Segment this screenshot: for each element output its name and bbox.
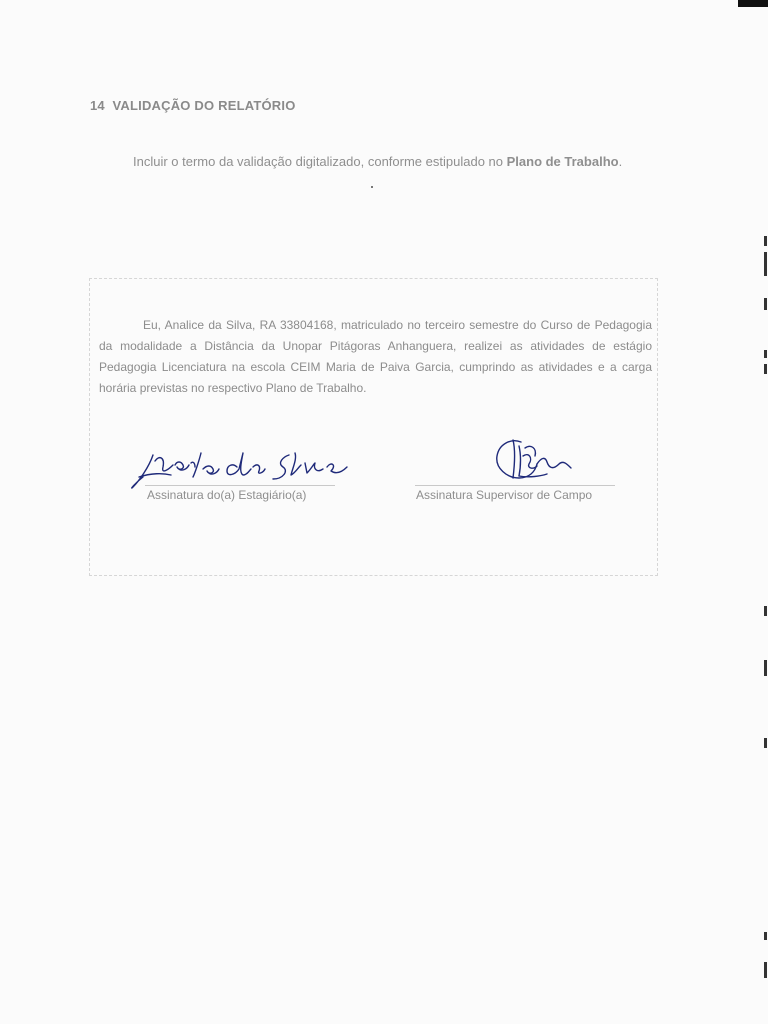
section-number: 14 (90, 98, 105, 113)
instructions-text-end: . (618, 154, 623, 169)
instructions-emphasis: Plano de Trabalho (506, 154, 619, 169)
supervisor-signature-image (485, 434, 685, 486)
scan-edge-mark (764, 606, 767, 616)
scan-edge-mark (764, 298, 767, 310)
scan-edge-mark (764, 364, 767, 374)
validation-statement: Eu, Analice da Silva, RA 33804168, matriculado no terceiro semestre do Curso de Pedagogia da modalidade a Distância da Unopar Pitágoras Anhanguera, realizei as atividades de estágio Pedagogia Licenciatura na escola CEIM Maria de Paiva Garcia, cumprindo as atividades e a carga horária previstas no respectivo Plano de Trabalho. (99, 318, 652, 395)
scan-edge-mark (764, 252, 767, 276)
scan-edge-mark (764, 350, 767, 358)
validation-term-box (89, 278, 658, 576)
instructions-paragraph (90, 148, 660, 175)
instructions-text: Incluir o termo da validação digitalizado, conforme estipulado no (133, 154, 507, 169)
scan-edge-mark (764, 962, 767, 978)
intern-signature-caption: Assinatura do(a) Estagiário(a) (147, 488, 307, 502)
intern-signature-image (125, 439, 355, 491)
intern-signature-block (125, 439, 335, 509)
scan-edge-mark (764, 236, 767, 246)
supervisor-signature-block (415, 439, 625, 509)
section-heading (90, 98, 296, 113)
supervisor-signature-caption: Assinatura Supervisor de Campo (416, 488, 593, 502)
scan-edge-mark (738, 0, 768, 7)
intern-signature-line (145, 485, 335, 486)
scan-edge-mark (764, 932, 767, 940)
scan-edge-mark (764, 738, 767, 748)
supervisor-signature-line (415, 485, 615, 486)
section-title: VALIDAÇÃO DO RELATÓRIO (112, 98, 296, 113)
scan-speck (371, 186, 373, 188)
scan-edge-mark (764, 660, 767, 676)
